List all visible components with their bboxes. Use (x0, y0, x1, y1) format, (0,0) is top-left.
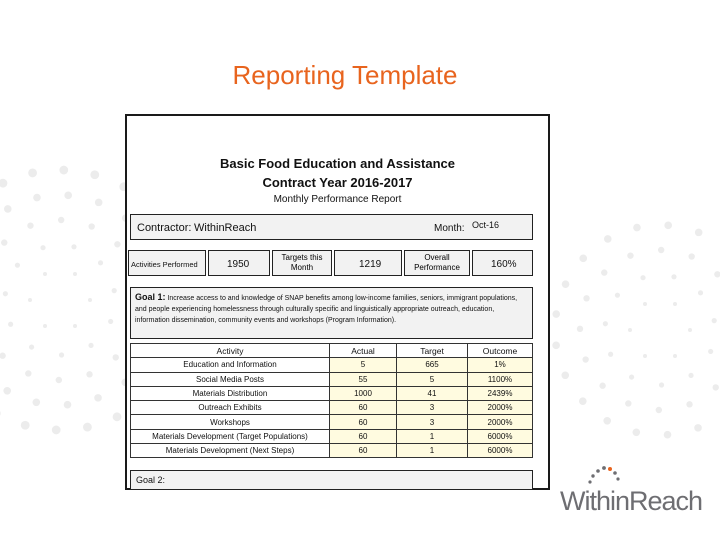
background-dot (59, 352, 64, 357)
background-dot (688, 373, 693, 378)
cell-actual: 60 (330, 401, 397, 415)
background-dot (114, 241, 120, 247)
month-label: Month: (434, 223, 465, 234)
background-dot (0, 409, 1, 418)
table-row (131, 386, 533, 400)
background-dot (552, 310, 560, 318)
table-row (131, 429, 533, 443)
table-row (131, 358, 533, 372)
background-dot (58, 217, 64, 223)
cell-activity: Outreach Exhibits (131, 401, 330, 415)
background-dot (656, 407, 662, 413)
background-dot (33, 398, 41, 406)
background-dot (33, 194, 41, 202)
background-dot (633, 428, 641, 436)
background-dot (658, 247, 664, 253)
contractor-month-bar (130, 214, 533, 240)
background-dot (688, 328, 692, 332)
background-dot (64, 401, 72, 409)
background-dot (56, 377, 62, 383)
background-dot (583, 295, 589, 301)
background-dot (112, 288, 117, 293)
background-dot (29, 344, 34, 349)
logo-text: WithinReach (560, 486, 703, 516)
goal1-text: Increase access to and knowledge of SNAP benefits among low-income families, seniors, immigrant populations, and people experiencing homelessness through culturally specific and linguistically appropriate outreach, education, information dissemination, community events and workshops (Program Information). (135, 295, 518, 324)
targets-label-box (272, 250, 332, 276)
cell-target: 1 (397, 444, 468, 458)
background-dot (561, 371, 569, 379)
background-dot (695, 229, 703, 237)
background-dot (0, 179, 7, 188)
background-dot (3, 387, 11, 395)
table-row (131, 444, 533, 458)
background-dot (113, 354, 119, 360)
background-dot (579, 255, 587, 263)
goal2-label: Goal 2: (136, 475, 166, 485)
background-dot (4, 205, 12, 213)
cell-target: 3 (397, 401, 468, 415)
background-dot (3, 291, 8, 296)
cell-target: 5 (397, 372, 468, 386)
month-value: Oct-16 (472, 220, 500, 230)
cell-target: 665 (397, 358, 468, 372)
background-dot (640, 275, 645, 280)
background-dot (25, 370, 31, 376)
background-dot (604, 235, 612, 243)
background-dot (688, 253, 694, 259)
background-dot (664, 222, 672, 230)
header-activity: Activity (131, 344, 330, 358)
header-target: Target (397, 344, 468, 358)
activities-label: Activities Performed (131, 260, 198, 269)
background-dot (88, 298, 92, 302)
overall-value: 160% (491, 259, 517, 270)
cell-outcome: 2439% (468, 386, 533, 400)
background-dot (712, 318, 717, 323)
goal2-box (130, 470, 533, 490)
activities-performed-box (128, 250, 206, 276)
background-dot (108, 319, 113, 324)
activities-value-box (208, 250, 270, 276)
background-dot (86, 371, 92, 377)
background-dot (628, 328, 632, 332)
goal1-label: Goal 1: (135, 292, 166, 302)
background-dot (90, 170, 99, 179)
header-outcome: Outcome (468, 344, 533, 358)
background-dot (579, 397, 587, 405)
cell-outcome: 6000% (468, 429, 533, 443)
background-dot (43, 272, 47, 276)
background-dot (671, 274, 676, 279)
table-row (131, 415, 533, 429)
background-dot (95, 199, 103, 207)
cell-outcome: 1100% (468, 372, 533, 386)
background-dot (73, 324, 77, 328)
background-dot (52, 426, 61, 435)
background-dot (113, 412, 122, 421)
targets-value-box (334, 250, 402, 276)
background-dot (698, 290, 703, 295)
background-dot (71, 244, 76, 249)
activities-value: 1950 (227, 259, 250, 270)
contractor-label: Contractor: (137, 222, 192, 234)
cell-activity: Social Media Posts (131, 372, 330, 386)
header-actual: Actual (330, 344, 397, 358)
background-dot (88, 223, 94, 229)
background-dot (673, 302, 677, 306)
cell-actual: 55 (330, 372, 397, 386)
cell-actual: 60 (330, 429, 397, 443)
table-body (131, 358, 533, 458)
cell-actual: 60 (330, 444, 397, 458)
background-dot (28, 169, 37, 178)
report-subtitle: Monthly Performance Report (273, 194, 402, 205)
background-dot (1, 239, 7, 245)
targets-value: 1219 (359, 259, 382, 270)
background-dot (562, 280, 570, 288)
background-dot (21, 421, 30, 430)
background-dot (88, 343, 93, 348)
background-dot (627, 252, 633, 258)
targets-label-line1: Targets this (281, 253, 323, 262)
background-dot (708, 349, 713, 354)
cell-activity: Materials Development (Next Steps) (131, 444, 330, 458)
overall-label-box (404, 250, 470, 276)
background-dot (615, 293, 620, 298)
cell-outcome: 1% (468, 358, 533, 372)
background-dot (643, 302, 647, 306)
goal1-box (130, 287, 533, 339)
background-dot (83, 423, 92, 432)
background-dot (577, 326, 583, 332)
background-dot (94, 394, 102, 402)
cell-activity: Materials Distribution (131, 386, 330, 400)
overall-value-box (472, 250, 533, 276)
background-dot (40, 245, 45, 250)
background-dot (673, 354, 677, 358)
background-dot (633, 224, 641, 232)
cell-target: 41 (397, 386, 468, 400)
background-dot (603, 417, 611, 425)
table-header-row (131, 344, 533, 358)
background-dot (43, 324, 47, 328)
background-dot (64, 192, 72, 200)
background-dot (0, 353, 6, 359)
table-row (131, 401, 533, 415)
report-document (125, 114, 550, 490)
cell-outcome: 2000% (468, 401, 533, 415)
overall-label-line2: Performance (414, 263, 460, 272)
cell-outcome: 2000% (468, 415, 533, 429)
background-dot (552, 342, 560, 350)
cell-outcome: 6000% (468, 444, 533, 458)
cell-actual: 5 (330, 358, 397, 372)
logo-dots-icon (582, 464, 622, 486)
background-dot (601, 269, 607, 275)
background-dot (629, 374, 634, 379)
background-dot (713, 384, 719, 390)
cell-actual: 60 (330, 415, 397, 429)
background-dot (694, 424, 702, 432)
background-dot (15, 263, 20, 268)
background-dot (8, 322, 13, 327)
background-dot (643, 354, 647, 358)
overall-label-line1: Overall (424, 253, 450, 262)
cell-target: 1 (397, 429, 468, 443)
background-dot (599, 383, 605, 389)
cell-activity: Materials Development (Target Populations) (131, 429, 330, 443)
cell-actual: 1000 (330, 386, 397, 400)
contractor-value: WithinReach (194, 222, 257, 234)
background-dot (625, 400, 631, 406)
withinreach-logo (560, 486, 702, 517)
background-dot (659, 382, 664, 387)
background-dot (608, 352, 613, 357)
report-title: Basic Food Education and Assistance (219, 156, 455, 171)
background-dot (27, 222, 33, 228)
background-dot (664, 431, 672, 439)
background-dot (73, 272, 77, 276)
table-row (131, 372, 533, 386)
background-dot (98, 260, 103, 265)
slide-title: Reporting Template (232, 60, 458, 90)
targets-label-line2: Month (290, 263, 314, 272)
background-dot (686, 401, 692, 407)
cell-activity: Workshops (131, 415, 330, 429)
cell-target: 3 (397, 415, 468, 429)
background-dot (59, 166, 68, 175)
report-contract-year: Contract Year 2016-2017 (262, 175, 413, 190)
cell-activity: Education and Information (131, 358, 330, 372)
background-dot (28, 298, 32, 302)
activity-table (130, 343, 533, 458)
background-dot (603, 321, 608, 326)
background-dot (582, 356, 588, 362)
background-dot (714, 271, 720, 277)
